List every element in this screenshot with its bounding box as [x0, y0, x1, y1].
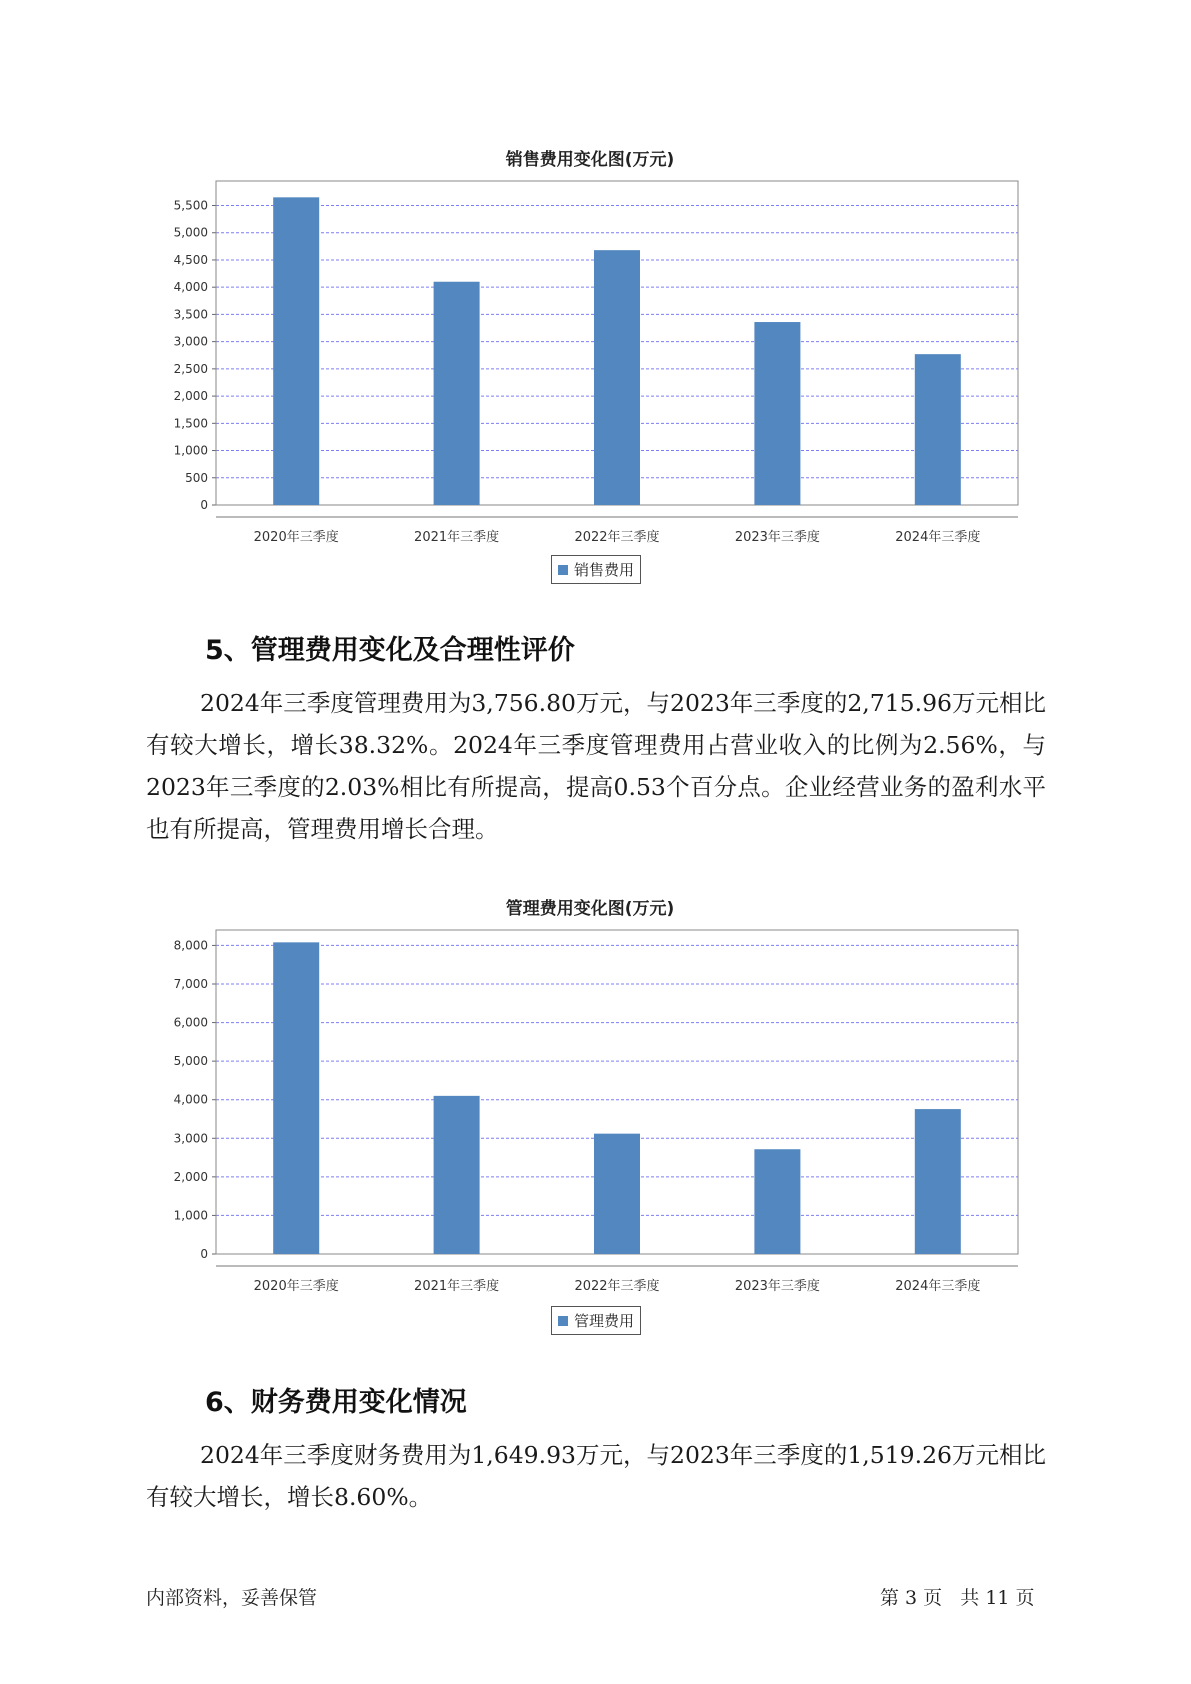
- y-tick-label: 2,000: [173, 1169, 208, 1184]
- footer-page-number: 第 3 页 共 11 页: [880, 1587, 1035, 1609]
- y-tick-label: 2,000: [173, 389, 208, 404]
- bar: [754, 1149, 800, 1254]
- chart-legend: [551, 1306, 641, 1335]
- bar: [915, 354, 961, 505]
- y-tick-label: 3,500: [173, 307, 208, 322]
- chart-title: 管理费用变化图(万元): [505, 899, 675, 919]
- bar: [594, 1134, 640, 1254]
- y-tick-label: 1,500: [173, 416, 208, 431]
- bar: [434, 282, 480, 505]
- bar: [434, 1096, 480, 1254]
- y-tick-label: 3,000: [173, 334, 208, 349]
- y-tick-label: 0: [200, 1247, 208, 1261]
- bar: [273, 197, 319, 505]
- chart-legend: [551, 555, 641, 584]
- x-tick-label: 2022年三季度: [574, 530, 660, 545]
- admin-expense-chart: [160, 894, 1020, 1339]
- x-tick-label: 2020年三季度: [253, 1279, 339, 1294]
- legend-label: 管理费用: [574, 1312, 635, 1330]
- y-tick-label: 4,000: [173, 280, 208, 295]
- section-paragraph: 2024年三季度财务费用为1,649.93万元，与2023年三季度的1,519.26万元相比有较大增长，增长8.60%。: [146, 1441, 1046, 1511]
- bar: [754, 322, 800, 505]
- bar: [915, 1109, 961, 1254]
- section-paragraph: 2024年三季度管理费用为3,756.80万元，与2023年三季度的2,715.96万元相比有较大增长，增长38.32%。2024年三季度管理费用占营业收入的比例为2.56%，与2023年三季度的2.03%相比有所提高，提高0.53个百分点。企业经营业务的盈利水平也有所提高，管理费用增长合理。: [146, 689, 1046, 843]
- y-tick-label: 7,000: [173, 977, 208, 991]
- y-tick-label: 4,500: [173, 252, 208, 267]
- chart-plot: [160, 175, 1020, 575]
- bar: [594, 250, 640, 505]
- footer-left: 内部资料，妥善保管: [146, 1587, 318, 1609]
- y-tick-label: 1,000: [173, 443, 208, 458]
- y-tick-label: 0: [200, 498, 208, 512]
- y-tick-label: 3,000: [173, 1131, 208, 1146]
- sales-expense-chart: [160, 145, 1020, 590]
- y-tick-label: 5,000: [173, 225, 208, 240]
- chart-plot: [160, 924, 1020, 1324]
- y-tick-label: 6,000: [173, 1015, 208, 1030]
- x-tick-label: 2023年三季度: [734, 530, 820, 545]
- x-tick-label: 2023年三季度: [734, 1279, 820, 1294]
- section-heading: 6、财务费用变化情况: [205, 1387, 467, 1418]
- y-tick-label: 2,500: [173, 361, 208, 376]
- y-tick-label: 5,000: [173, 1054, 208, 1069]
- x-tick-label: 2021年三季度: [414, 1279, 500, 1294]
- y-tick-label: 4,000: [173, 1092, 208, 1107]
- x-tick-label: 2022年三季度: [574, 1279, 660, 1294]
- legend-label: 销售费用: [574, 561, 635, 579]
- legend-swatch: [558, 1316, 568, 1326]
- y-tick-label: 500: [185, 470, 208, 485]
- y-tick-label: 8,000: [173, 938, 208, 953]
- x-tick-label: 2024年三季度: [895, 530, 981, 545]
- y-tick-label: 1,000: [173, 1208, 208, 1223]
- bar: [273, 942, 319, 1254]
- chart-title: 销售费用变化图(万元): [505, 150, 675, 170]
- section-heading: 5、管理费用变化及合理性评价: [205, 635, 575, 666]
- legend-swatch: [558, 565, 568, 575]
- x-tick-label: 2024年三季度: [895, 1279, 981, 1294]
- y-tick-label: 5,500: [173, 198, 208, 213]
- x-tick-label: 2020年三季度: [253, 530, 339, 545]
- x-tick-label: 2021年三季度: [414, 530, 500, 545]
